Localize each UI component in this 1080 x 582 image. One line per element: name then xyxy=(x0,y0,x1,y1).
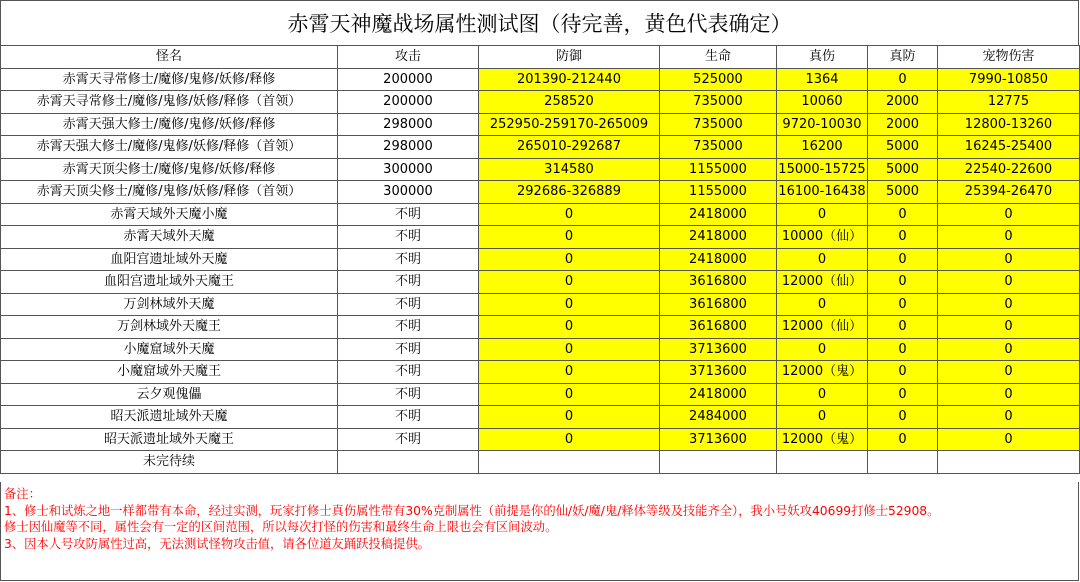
table-cell: 不明 xyxy=(338,293,479,316)
table-cell: 昭天派遗址域外天魔 xyxy=(1,406,338,429)
table-cell: 3713600 xyxy=(660,338,777,361)
table-cell: 300000 xyxy=(338,158,479,181)
table-cell: 525000 xyxy=(660,68,777,91)
table-cell: 血阳宫遗址域外天魔王 xyxy=(1,271,338,294)
table-cell xyxy=(338,451,479,474)
table-cell: 5000 xyxy=(868,158,938,181)
column-header: 真防 xyxy=(868,46,938,69)
table-cell: 1155000 xyxy=(660,158,777,181)
table-cell: 1155000 xyxy=(660,181,777,204)
table-cell: 0 xyxy=(868,293,938,316)
table-cell: 0 xyxy=(479,316,660,339)
table-cell: 0 xyxy=(777,248,868,271)
table-cell: 16200 xyxy=(777,136,868,159)
table-cell xyxy=(479,451,660,474)
table-cell: 0 xyxy=(868,248,938,271)
table-row xyxy=(1,451,1080,474)
table-row xyxy=(1,361,1080,384)
table-cell: 不明 xyxy=(338,383,479,406)
table-cell: 0 xyxy=(868,338,938,361)
table-cell xyxy=(868,451,938,474)
column-header: 生命 xyxy=(660,46,777,69)
table-row xyxy=(1,383,1080,406)
table-row xyxy=(1,271,1080,294)
table-cell: 10000（仙） xyxy=(777,226,868,249)
attribute-table xyxy=(0,45,1080,474)
table-cell: 258520 xyxy=(479,91,660,114)
table-cell: 赤霄天顶尖修士/魔修/鬼修/妖修/释修（首领） xyxy=(1,181,338,204)
table-cell: 血阳宫遗址域外天魔 xyxy=(1,248,338,271)
column-header: 宠物伤害 xyxy=(938,46,1080,69)
column-header: 真伤 xyxy=(777,46,868,69)
table-row xyxy=(1,68,1080,91)
table-cell: 298000 xyxy=(338,136,479,159)
table-cell: 不明 xyxy=(338,361,479,384)
table-row xyxy=(1,293,1080,316)
table-cell: 不明 xyxy=(338,316,479,339)
table-cell: 云夕观傀儡 xyxy=(1,383,338,406)
table-cell: 0 xyxy=(479,226,660,249)
column-header: 怪名 xyxy=(1,46,338,69)
table-cell: 5000 xyxy=(868,136,938,159)
table-cell: 16245-25400 xyxy=(938,136,1080,159)
table-cell xyxy=(777,451,868,474)
table-cell: 16100-16438 xyxy=(777,181,868,204)
table-cell: 0 xyxy=(777,383,868,406)
table-cell: 3616800 xyxy=(660,316,777,339)
note-line: 备注： xyxy=(4,487,41,501)
table-cell: 赤霄天域外天魔 xyxy=(1,226,338,249)
table-cell: 0 xyxy=(938,271,1080,294)
table-cell: 0 xyxy=(479,293,660,316)
table-cell: 0 xyxy=(868,316,938,339)
table-cell: 0 xyxy=(479,428,660,451)
table-cell: 300000 xyxy=(338,181,479,204)
table-cell: 0 xyxy=(479,406,660,429)
table-cell: 0 xyxy=(938,203,1080,226)
table-cell: 0 xyxy=(938,361,1080,384)
table-row xyxy=(1,91,1080,114)
table-cell: 0 xyxy=(777,338,868,361)
table-cell xyxy=(938,451,1080,474)
column-header: 攻击 xyxy=(338,46,479,69)
table-cell: 赤霄天强大修士/魔修/鬼修/妖修/释修（首领） xyxy=(1,136,338,159)
table-cell: 2000 xyxy=(868,113,938,136)
note-line: 1、修士和试炼之地一样都带有本命，经过实测，玩家打修士真伤属性带有30%克制属性（前提是你的仙/妖/魔/鬼/释体等级及技能齐全），我小号妖攻40699打修士52908。 xyxy=(4,503,940,518)
table-row xyxy=(1,248,1080,271)
table-cell: 0 xyxy=(868,383,938,406)
table-cell: 2418000 xyxy=(660,383,777,406)
table-cell: 赤霄天域外天魔小魔 xyxy=(1,203,338,226)
table-cell: 不明 xyxy=(338,271,479,294)
table-cell: 0 xyxy=(938,248,1080,271)
table-cell: 万剑林域外天魔 xyxy=(1,293,338,316)
table-cell: 2484000 xyxy=(660,406,777,429)
table-row xyxy=(1,338,1080,361)
table-row xyxy=(1,203,1080,226)
header-row xyxy=(1,46,1080,69)
table-cell: 3713600 xyxy=(660,361,777,384)
table-cell: 2418000 xyxy=(660,203,777,226)
table-cell: 9720-10030 xyxy=(777,113,868,136)
table-row xyxy=(1,316,1080,339)
table-cell: 200000 xyxy=(338,68,479,91)
table-cell: 0 xyxy=(868,428,938,451)
table-cell: 昭天派遗址域外天魔王 xyxy=(1,428,338,451)
table-cell: 0 xyxy=(777,203,868,226)
table-cell: 25394-26470 xyxy=(938,181,1080,204)
table-cell: 0 xyxy=(479,203,660,226)
table-cell: 3616800 xyxy=(660,293,777,316)
table-cell: 5000 xyxy=(868,181,938,204)
table-body xyxy=(1,68,1080,473)
table-cell: 0 xyxy=(938,316,1080,339)
table-cell: 0 xyxy=(777,293,868,316)
table-cell: 0 xyxy=(868,226,938,249)
table-row xyxy=(1,136,1080,159)
table-cell: 2418000 xyxy=(660,248,777,271)
table-cell: 0 xyxy=(868,406,938,429)
table-cell: 0 xyxy=(868,361,938,384)
table-cell: 赤霄天顶尖修士/魔修/鬼修/妖修/释修 xyxy=(1,158,338,181)
table-cell: 0 xyxy=(479,248,660,271)
table-cell: 赤霄天寻常修士/魔修/鬼修/妖修/释修（首领） xyxy=(1,91,338,114)
table-cell: 0 xyxy=(938,338,1080,361)
table-cell: 10060 xyxy=(777,91,868,114)
table-cell: 0 xyxy=(868,271,938,294)
table-cell: 不明 xyxy=(338,226,479,249)
table-cell: 小魔窟域外天魔王 xyxy=(1,361,338,384)
table-cell: 0 xyxy=(938,406,1080,429)
table-cell: 0 xyxy=(938,293,1080,316)
notes-section xyxy=(0,482,1079,581)
table-row xyxy=(1,158,1080,181)
column-header: 防御 xyxy=(479,46,660,69)
table-cell: 万剑林域外天魔王 xyxy=(1,316,338,339)
table-row xyxy=(1,428,1080,451)
table-cell: 1364 xyxy=(777,68,868,91)
table-cell: 0 xyxy=(479,383,660,406)
table-cell: 不明 xyxy=(338,406,479,429)
table-cell xyxy=(660,451,777,474)
table-cell: 12000（鬼） xyxy=(777,361,868,384)
table-cell: 15000-15725 xyxy=(777,158,868,181)
table-cell: 12775 xyxy=(938,91,1080,114)
table-cell: 0 xyxy=(479,271,660,294)
table-cell: 0 xyxy=(938,428,1080,451)
table-cell: 不明 xyxy=(338,203,479,226)
table-row xyxy=(1,226,1080,249)
table-row xyxy=(1,181,1080,204)
sheet-title: 赤霄天神魔战场属性测试图（待完善，黄色代表确定） xyxy=(0,0,1079,46)
note-line: 3、因本人号攻防属性过高，无法测试怪物攻击值，请各位道友踊跃投稿提供。 xyxy=(4,536,430,551)
table-cell: 3713600 xyxy=(660,428,777,451)
table-cell: 200000 xyxy=(338,91,479,114)
table-cell: 265010-292687 xyxy=(479,136,660,159)
table-row xyxy=(1,113,1080,136)
table-cell: 12800-13260 xyxy=(938,113,1080,136)
table-cell: 2000 xyxy=(868,91,938,114)
table-cell: 0 xyxy=(938,383,1080,406)
table-cell: 0 xyxy=(868,203,938,226)
table-cell: 7990-10850 xyxy=(938,68,1080,91)
table-cell: 735000 xyxy=(660,113,777,136)
table-cell: 0 xyxy=(868,68,938,91)
table-cell: 未完待续 xyxy=(1,451,338,474)
table-cell: 0 xyxy=(938,226,1080,249)
table-cell: 314580 xyxy=(479,158,660,181)
table-cell: 12000（仙） xyxy=(777,271,868,294)
note-line: 修士因仙魔等不同，属性会有一定的区间范围，所以每次打怪的伤害和最终生命上限也会有区间波动。 xyxy=(4,520,558,534)
table-cell: 3616800 xyxy=(660,271,777,294)
table-cell: 12000（仙） xyxy=(777,316,868,339)
table-cell: 298000 xyxy=(338,113,479,136)
table-cell: 22540-22600 xyxy=(938,158,1080,181)
table-cell: 735000 xyxy=(660,136,777,159)
table-cell: 不明 xyxy=(338,338,479,361)
table-cell: 12000（鬼） xyxy=(777,428,868,451)
table-cell: 292686-326889 xyxy=(479,181,660,204)
table-cell: 赤霄天强大修士/魔修/鬼修/妖修/释修 xyxy=(1,113,338,136)
table-cell: 2418000 xyxy=(660,226,777,249)
table-cell: 0 xyxy=(479,338,660,361)
table-cell: 小魔窟域外天魔 xyxy=(1,338,338,361)
table-cell: 赤霄天寻常修士/魔修/鬼修/妖修/释修 xyxy=(1,68,338,91)
table-cell: 0 xyxy=(777,406,868,429)
table-cell: 0 xyxy=(479,361,660,384)
table-cell: 不明 xyxy=(338,428,479,451)
table-cell: 201390-212440 xyxy=(479,68,660,91)
table-cell: 735000 xyxy=(660,91,777,114)
table-cell: 252950-259170-265009 xyxy=(479,113,660,136)
table-cell: 不明 xyxy=(338,248,479,271)
table-row xyxy=(1,406,1080,429)
